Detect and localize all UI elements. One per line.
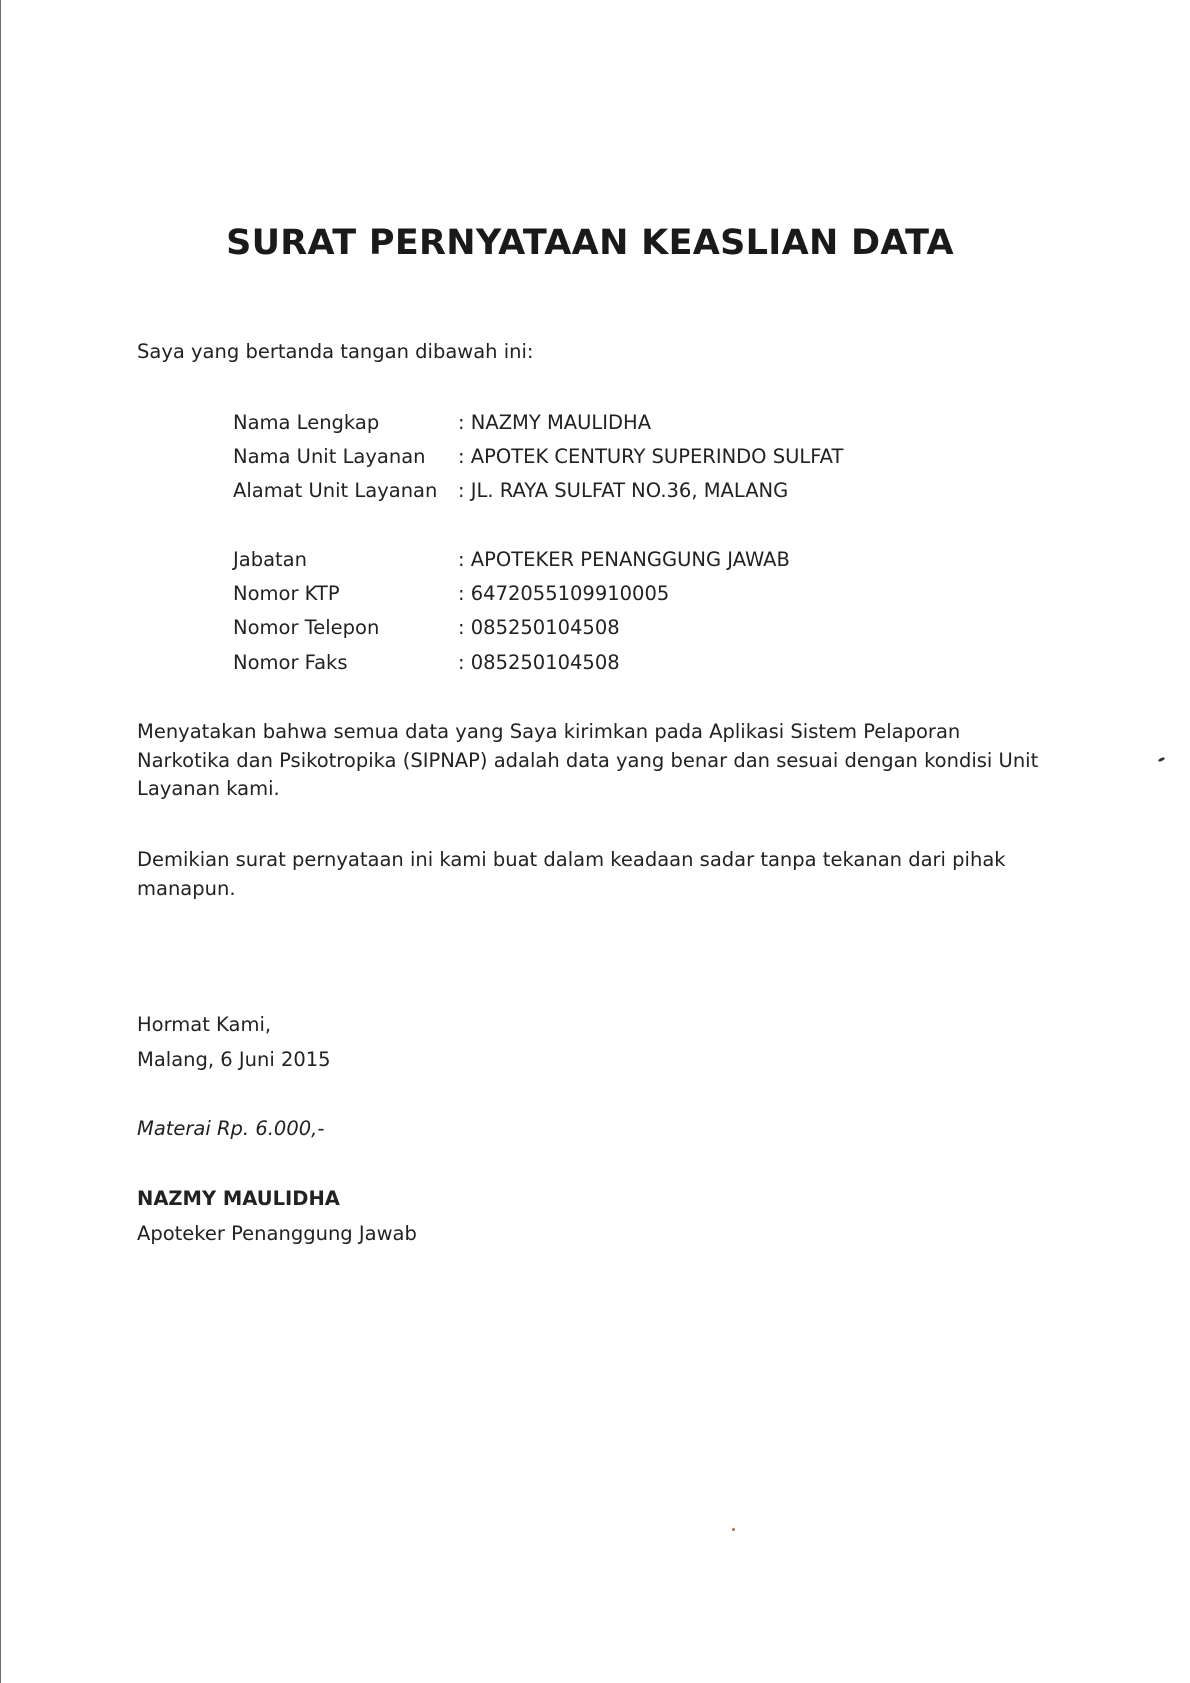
field-label-nama-lengkap: Nama Lengkap <box>233 411 380 434</box>
field-value-nomor-telepon: : 085250104508 <box>458 616 620 639</box>
field-value-alamat-unit-layanan: : JL. RAYA SULFAT NO.36, MALANG <box>458 479 789 502</box>
field-label-nomor-telepon: Nomor Telepon <box>233 616 380 639</box>
field-value-nomor-ktp: : 6472055109910005 <box>458 582 670 605</box>
place-date-text: Malang, 6 Juni 2015 <box>137 1048 331 1071</box>
field-value-nama-unit-layanan: : APOTEK CENTURY SUPERINDO SULFAT <box>458 445 844 468</box>
field-value-nomor-faks: : 085250104508 <box>458 651 620 674</box>
stamp-duty-note: Materai Rp. 6.000,- <box>137 1117 325 1140</box>
scan-speck <box>1158 757 1166 763</box>
field-label-alamat-unit-layanan: Alamat Unit Layanan <box>233 479 438 502</box>
field-label-nama-unit-layanan: Nama Unit Layanan <box>233 445 426 468</box>
scan-speck <box>732 1528 735 1531</box>
signatory-name: NAZMY MAULIDHA <box>137 1187 340 1210</box>
greeting-text: Hormat Kami, <box>137 1013 272 1036</box>
field-label-nomor-faks: Nomor Faks <box>233 651 348 674</box>
document-title: SURAT PERNYATAAN KEASLIAN DATA <box>226 223 954 263</box>
field-label-nomor-ktp: Nomor KTP <box>233 582 340 605</box>
signatory-position: Apoteker Penanggung Jawab <box>137 1222 417 1245</box>
field-value-jabatan: : APOTEKER PENANGGUNG JAWAB <box>458 548 790 571</box>
field-value-nama-lengkap: : NAZMY MAULIDHA <box>458 411 652 434</box>
field-label-jabatan: Jabatan <box>233 548 307 571</box>
intro-text: Saya yang bertanda tangan dibawah ini: <box>137 340 534 363</box>
statement-paragraph: Menyatakan bahwa semua data yang Saya kirimkan pada Aplikasi Sistem Pelaporan Narkotika dan Psikotropika (SIPNAP) adalah data yang benar dan sesuai dengan kondisi Unit Layanan kami. <box>137 720 1039 800</box>
closing-paragraph: Demikian surat pernyataan ini kami buat dalam keadaan sadar tanpa tekanan dari pihak manapun. <box>137 848 1006 900</box>
